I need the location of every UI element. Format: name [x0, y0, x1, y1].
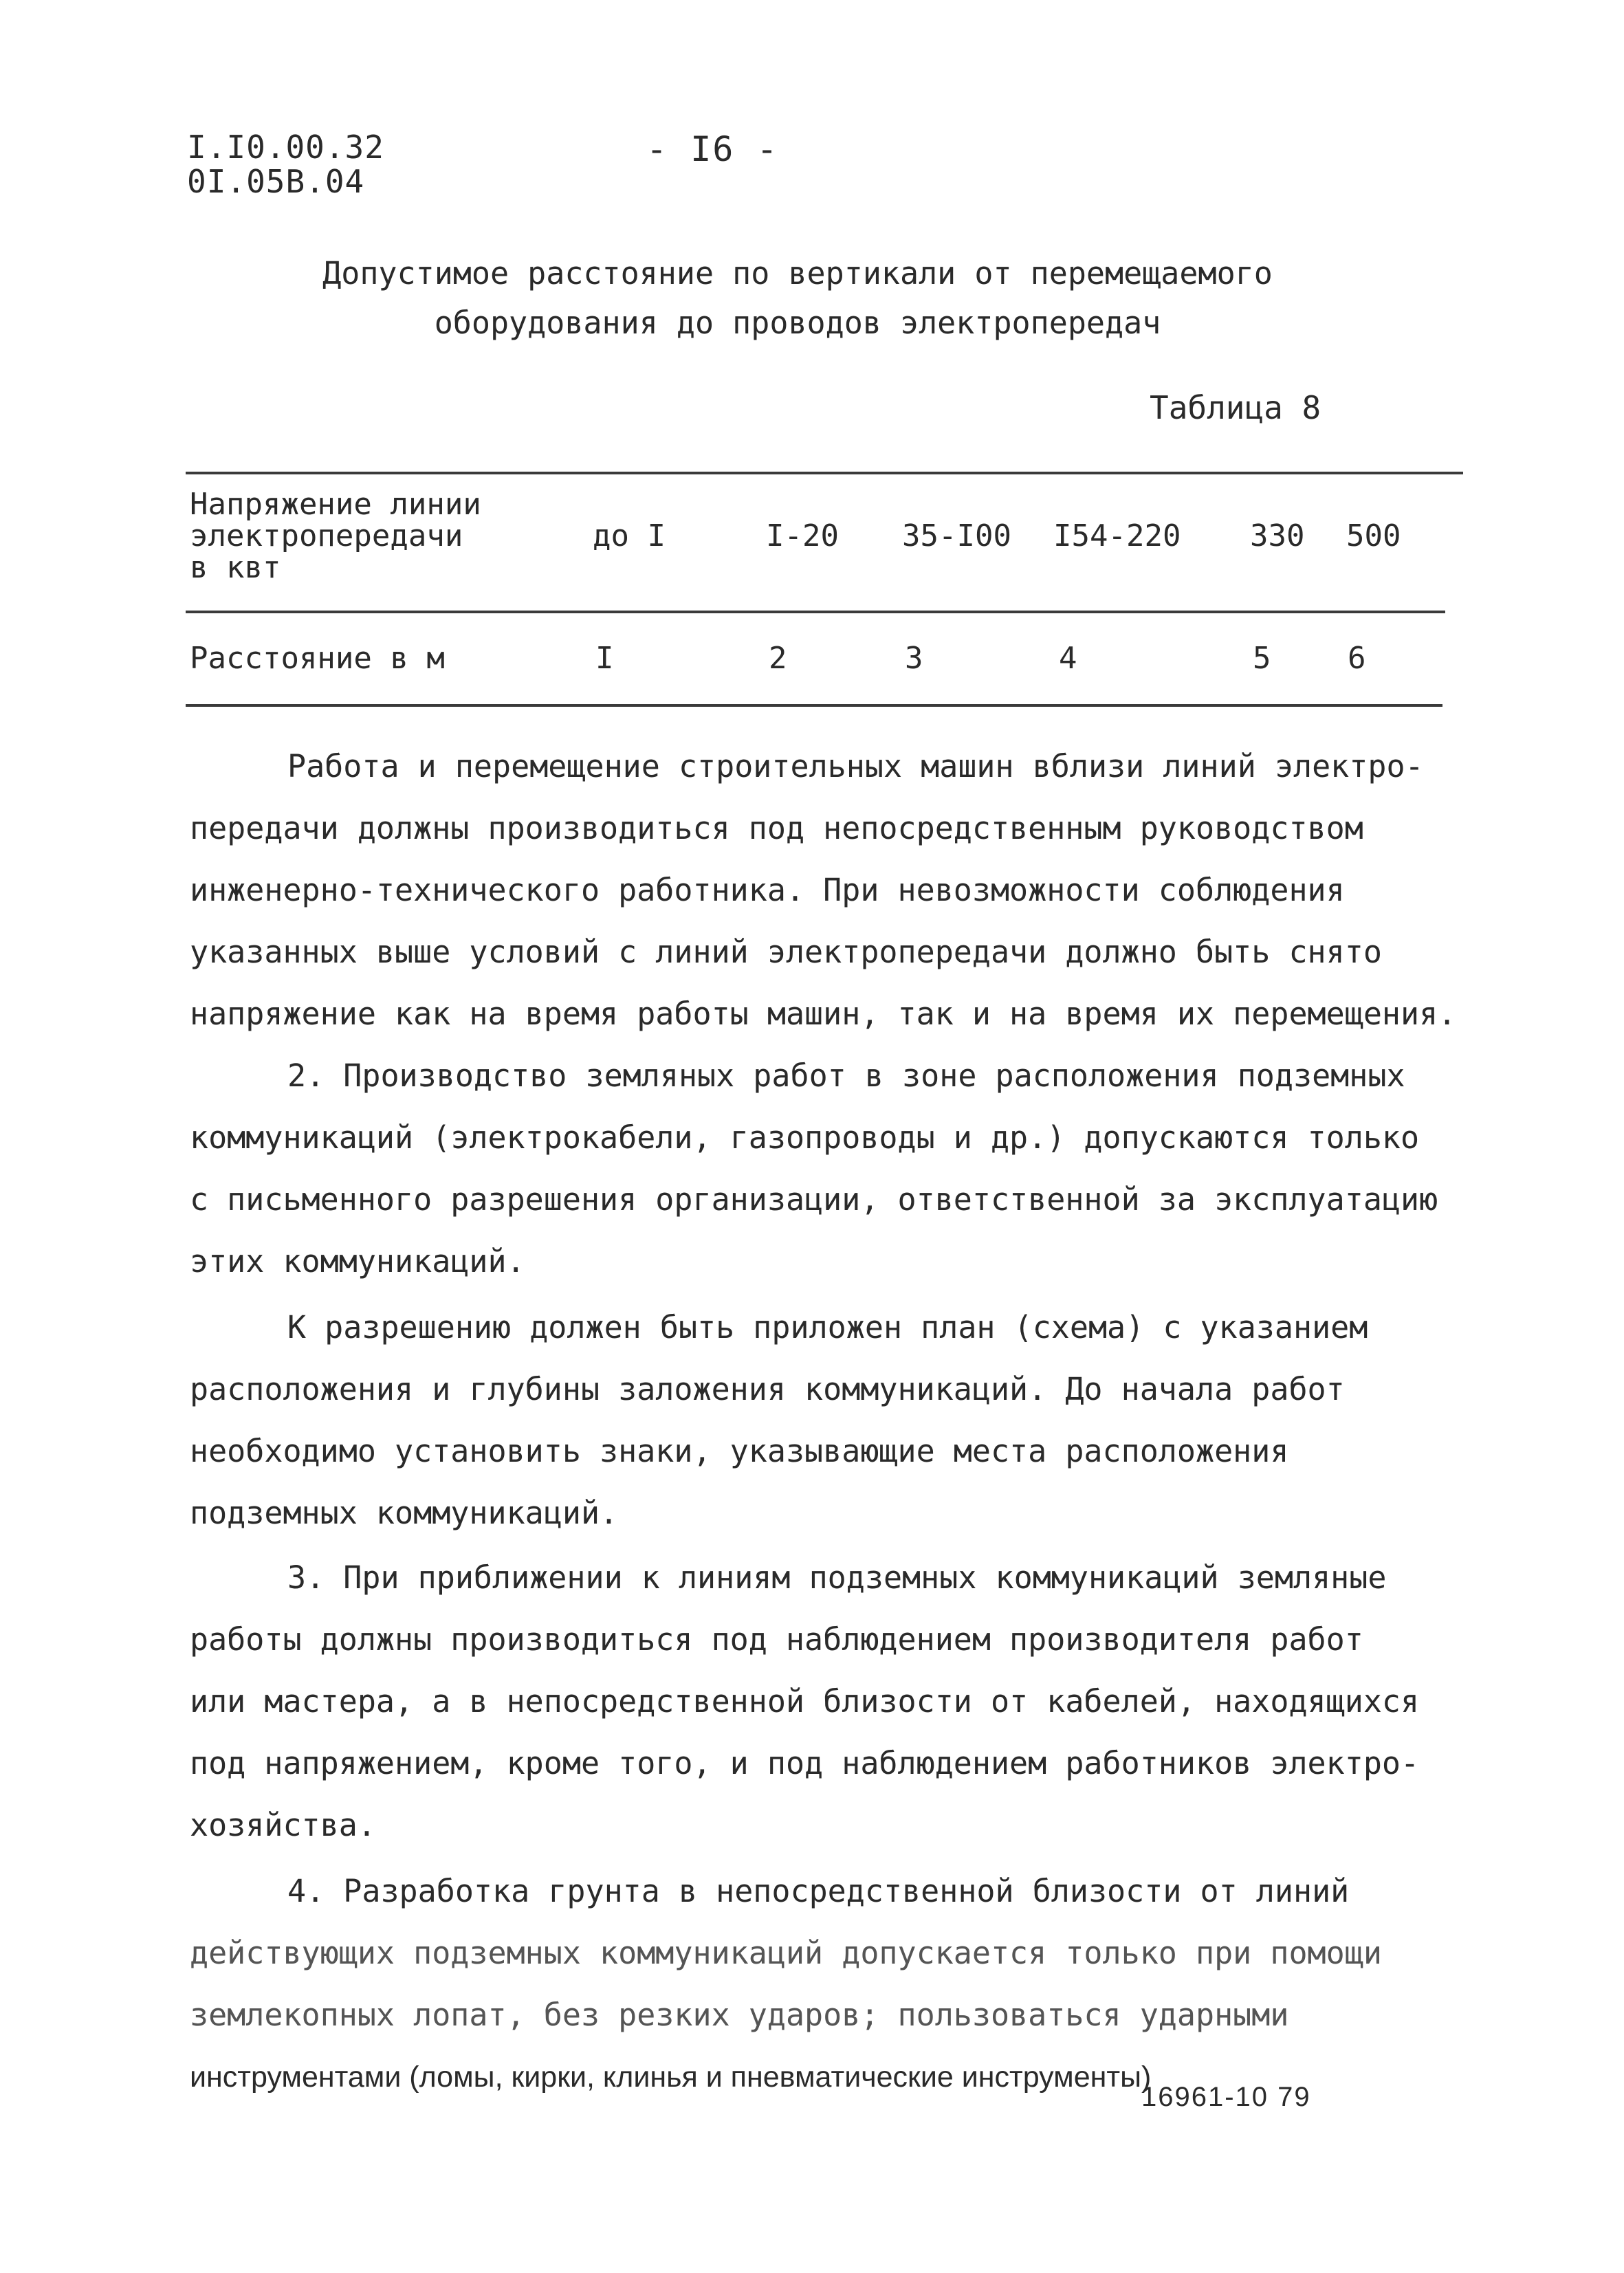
body-line: под напряжением, кроме того, и под наблюдением работников электро- — [190, 1745, 1420, 1781]
document-code-line-2: 0I.05B.04 — [187, 163, 365, 200]
body-line: инженерно-технического работника. При невозможности соблюдения — [190, 872, 1345, 908]
table-label: Таблица 8 — [1150, 389, 1321, 426]
body-line: этих коммуникаций. — [190, 1243, 525, 1280]
footer-handwritten-number: 16961-10 79 — [1141, 2082, 1311, 2112]
voltage-cell: 330 — [1250, 518, 1305, 553]
distance-cell: I — [595, 641, 614, 676]
distance-cell: 3 — [905, 641, 923, 676]
distance-cell: 6 — [1348, 641, 1366, 676]
table-title-line-2: оборудования до проводов электропередач — [434, 305, 1161, 341]
body-line: 2. Производство земляных работ в зоне расположения подземных — [287, 1057, 1405, 1094]
voltage-header-line-2: электропередачи — [190, 518, 463, 553]
body-line: действующих подземных коммуникаций допускается только при помощи — [190, 1935, 1382, 1971]
body-line: Работа и перемещение строительных машин вблизи линий электро- — [287, 748, 1424, 784]
distance-cell: 4 — [1059, 641, 1077, 676]
body-line: хозяйства. — [190, 1807, 376, 1843]
body-line: напряжение как на время работы машин, так и на время их перемещения. — [190, 996, 1457, 1032]
body-line: 3. При приближении к линиям подземных коммуникаций земляные — [287, 1559, 1387, 1596]
body-line: подземных коммуникаций. — [190, 1495, 619, 1531]
voltage-cell: I-20 — [766, 518, 839, 553]
distance-cell: 5 — [1253, 641, 1271, 676]
body-line: К разрешению должен быть приложен план (схема) с указанием — [287, 1309, 1368, 1346]
body-line: коммуникаций (электрокабели, газопроводы и др.) допускаются только — [190, 1119, 1420, 1156]
body-line: расположения и глубины заложения коммуникаций. До начала работ — [190, 1371, 1345, 1407]
table-middle-rule — [186, 611, 1445, 613]
page-number: - I6 - — [646, 129, 779, 169]
table-bottom-rule — [186, 704, 1442, 707]
body-line: 4. Разработка грунта в непосредственной близости от линий — [287, 1873, 1350, 1909]
voltage-cell: 35-I00 — [902, 518, 1011, 553]
table-top-rule — [186, 472, 1463, 474]
body-line: передачи должны производиться под непосредственным руководством — [190, 810, 1363, 846]
voltage-header-line-3: в квт — [190, 550, 281, 585]
document-code-line-1: I.I0.00.32 — [187, 129, 384, 166]
voltage-cell: I54-220 — [1053, 518, 1181, 553]
voltage-cell: до I — [593, 518, 666, 553]
body-line: или мастера, а в непосредственной близости от кабелей, находящихся — [190, 1683, 1420, 1720]
body-line: необходимо установить знаки, указывающие места расположения — [190, 1433, 1289, 1469]
distance-row-label: Расстояние в м — [190, 641, 445, 676]
body-line: инструментами (ломы, кирки, клинья и пневматические инструменты) — [190, 2061, 1152, 2094]
body-line: с письменного разрешения организации, ответственной за эксплуатацию — [190, 1181, 1438, 1218]
voltage-cell: 500 — [1346, 518, 1401, 553]
distance-cell: 2 — [769, 641, 787, 676]
voltage-header-line-1: Напряжение линии — [190, 487, 481, 522]
table-title-line-1: Допустимое расстояние по вертикали от перемещаемого — [322, 255, 1273, 292]
body-line: указанных выше условий с линий электропередачи должно быть снято — [190, 934, 1382, 970]
body-line: работы должны производиться под наблюдением производителя работ — [190, 1621, 1363, 1658]
body-line: землекопных лопат, без резких ударов; пользоваться ударными — [190, 1997, 1289, 2033]
